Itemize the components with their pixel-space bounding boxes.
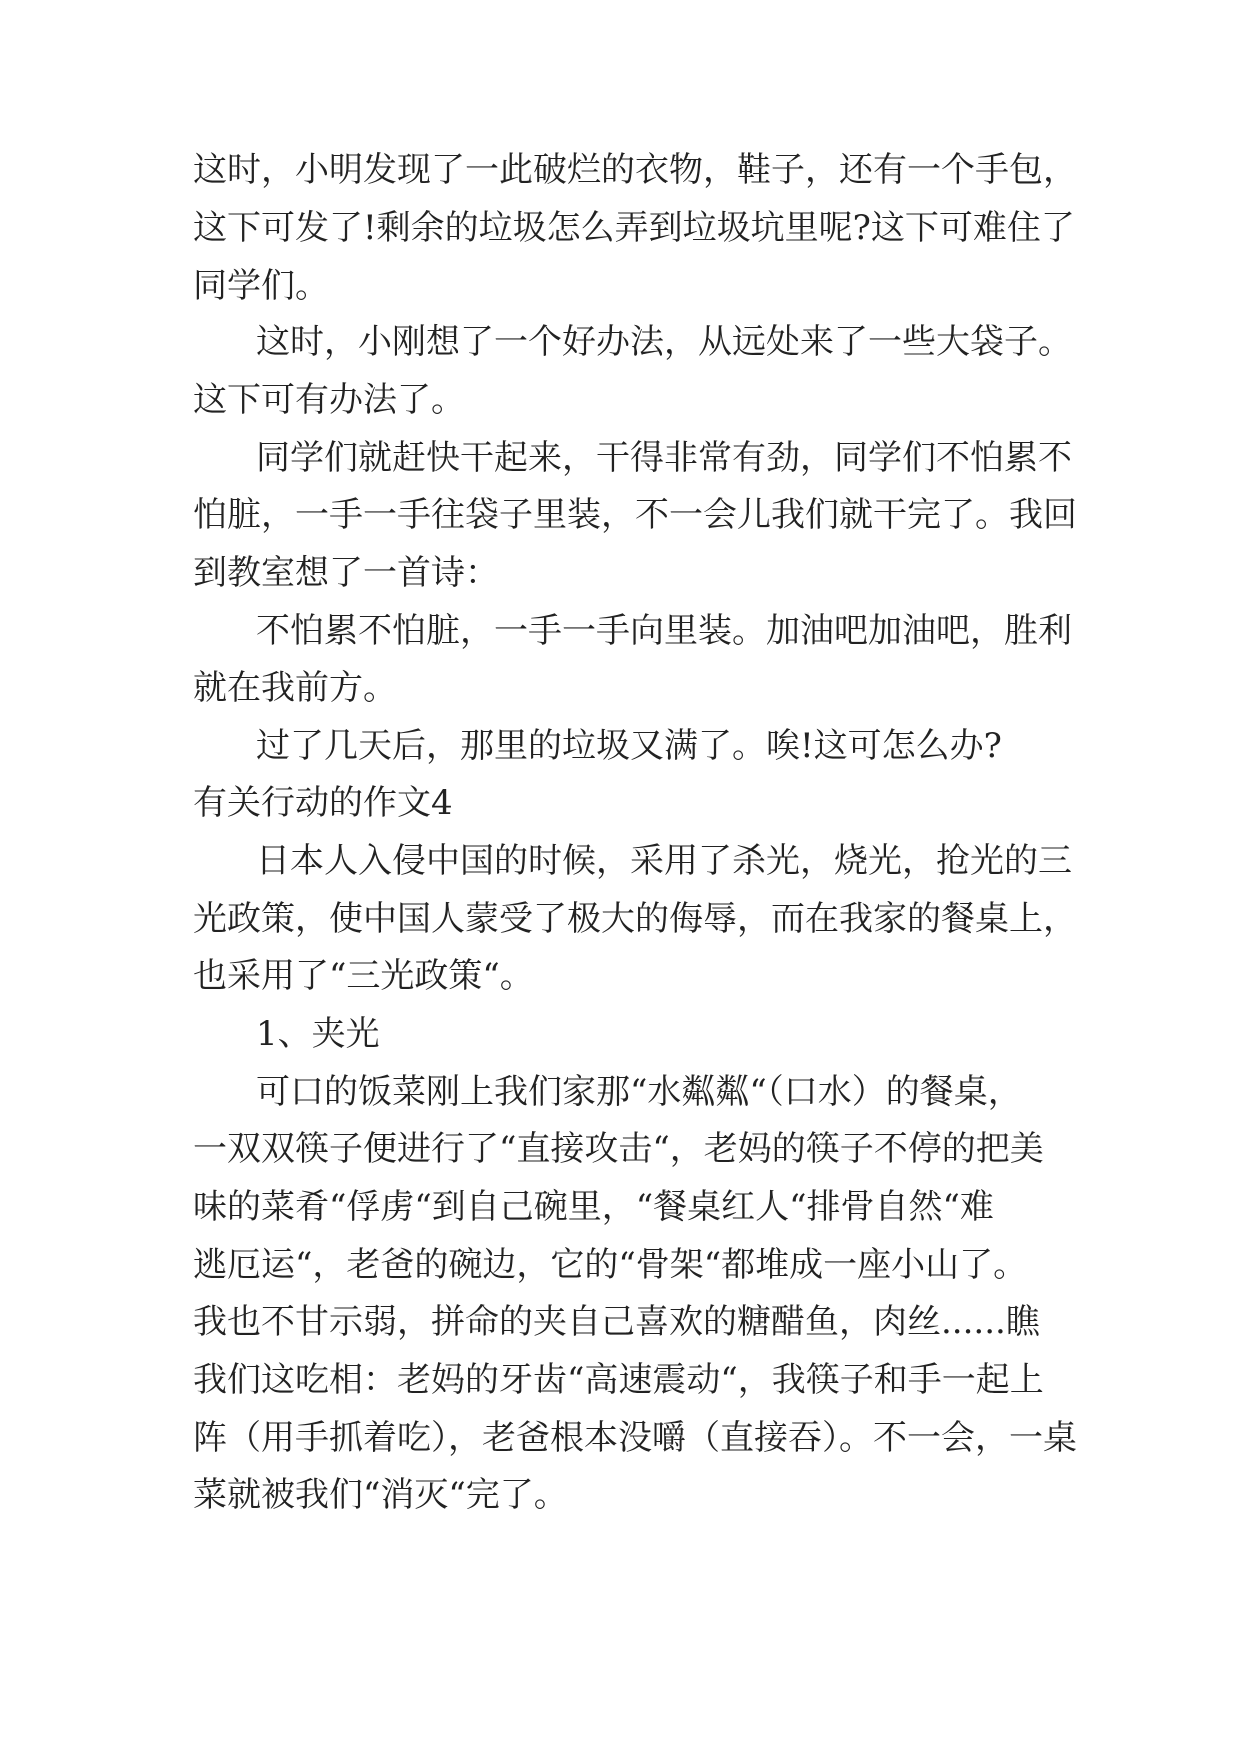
paragraph-first-line: 同学们就赶快干起来，干得非常有劲，同学们不怕累不 bbox=[256, 438, 1072, 478]
section-heading: 1、夹光 bbox=[256, 1014, 380, 1054]
body-text-line: 我们这吃相：老妈的牙齿“高速震动“，我筷子和手一起上 bbox=[193, 1360, 1044, 1400]
body-text-line: 也采用了“三光政策“。 bbox=[193, 956, 534, 996]
paragraph-first-line: 这时，小刚想了一个好办法，从远处来了一些大袋子。 bbox=[256, 322, 1072, 362]
paragraph-first-line: 过了几天后，那里的垃圾又满了。唉!这可怎么办? bbox=[256, 726, 1002, 766]
body-text-line: 菜就被我们“消灭“完了。 bbox=[193, 1475, 568, 1515]
body-text-line: 逃厄运“，老爸的碗边，它的“骨架“都堆成一座小山了。 bbox=[193, 1245, 1028, 1285]
body-text-line: 阵（用手抓着吃），老爸根本没嚼（直接吞）。不一会，一桌 bbox=[193, 1418, 1077, 1458]
body-text-line: 味的菜肴“俘虏“到自己碗里，“餐桌红人“排骨自然“难 bbox=[193, 1187, 994, 1227]
body-text-line: 这时，小明发现了一此破烂的衣物，鞋子，还有一个手包， bbox=[193, 150, 1077, 190]
poem-line: 不怕累不怕脏，一手一手向里装。加油吧加油吧，胜利 bbox=[256, 611, 1072, 651]
paragraph-first-line: 可口的饭菜刚上我们家那“水粼粼“（口水）的餐桌， bbox=[256, 1072, 1022, 1112]
body-text-line: 我也不甘示弱，拼命的夹自己喜欢的糖醋鱼，肉丝......瞧 bbox=[193, 1302, 1040, 1342]
essay-title: 有关行动的作文4 bbox=[193, 783, 453, 823]
body-text-line: 怕脏，一手一手往袋子里装，不一会儿我们就干完了。我回 bbox=[193, 495, 1077, 535]
body-text-line: 到教室想了一首诗： bbox=[193, 553, 499, 593]
body-text-line: 光政策，使中国人蒙受了极大的侮辱，而在我家的餐桌上， bbox=[193, 899, 1077, 939]
body-text-line: 这下可发了!剩余的垃圾怎么弄到垃圾坑里呢?这下可难住了 bbox=[193, 208, 1075, 248]
body-text-line: 同学们。 bbox=[193, 266, 329, 306]
body-text-line: 一双双筷子便进行了“直接攻击“，老妈的筷子不停的把美 bbox=[193, 1129, 1044, 1169]
body-text-line: 就在我前方。 bbox=[193, 668, 397, 708]
paragraph-first-line: 日本人入侵中国的时候，采用了杀光，烧光，抢光的三 bbox=[256, 841, 1072, 881]
body-text-line: 这下可有办法了。 bbox=[193, 380, 465, 420]
